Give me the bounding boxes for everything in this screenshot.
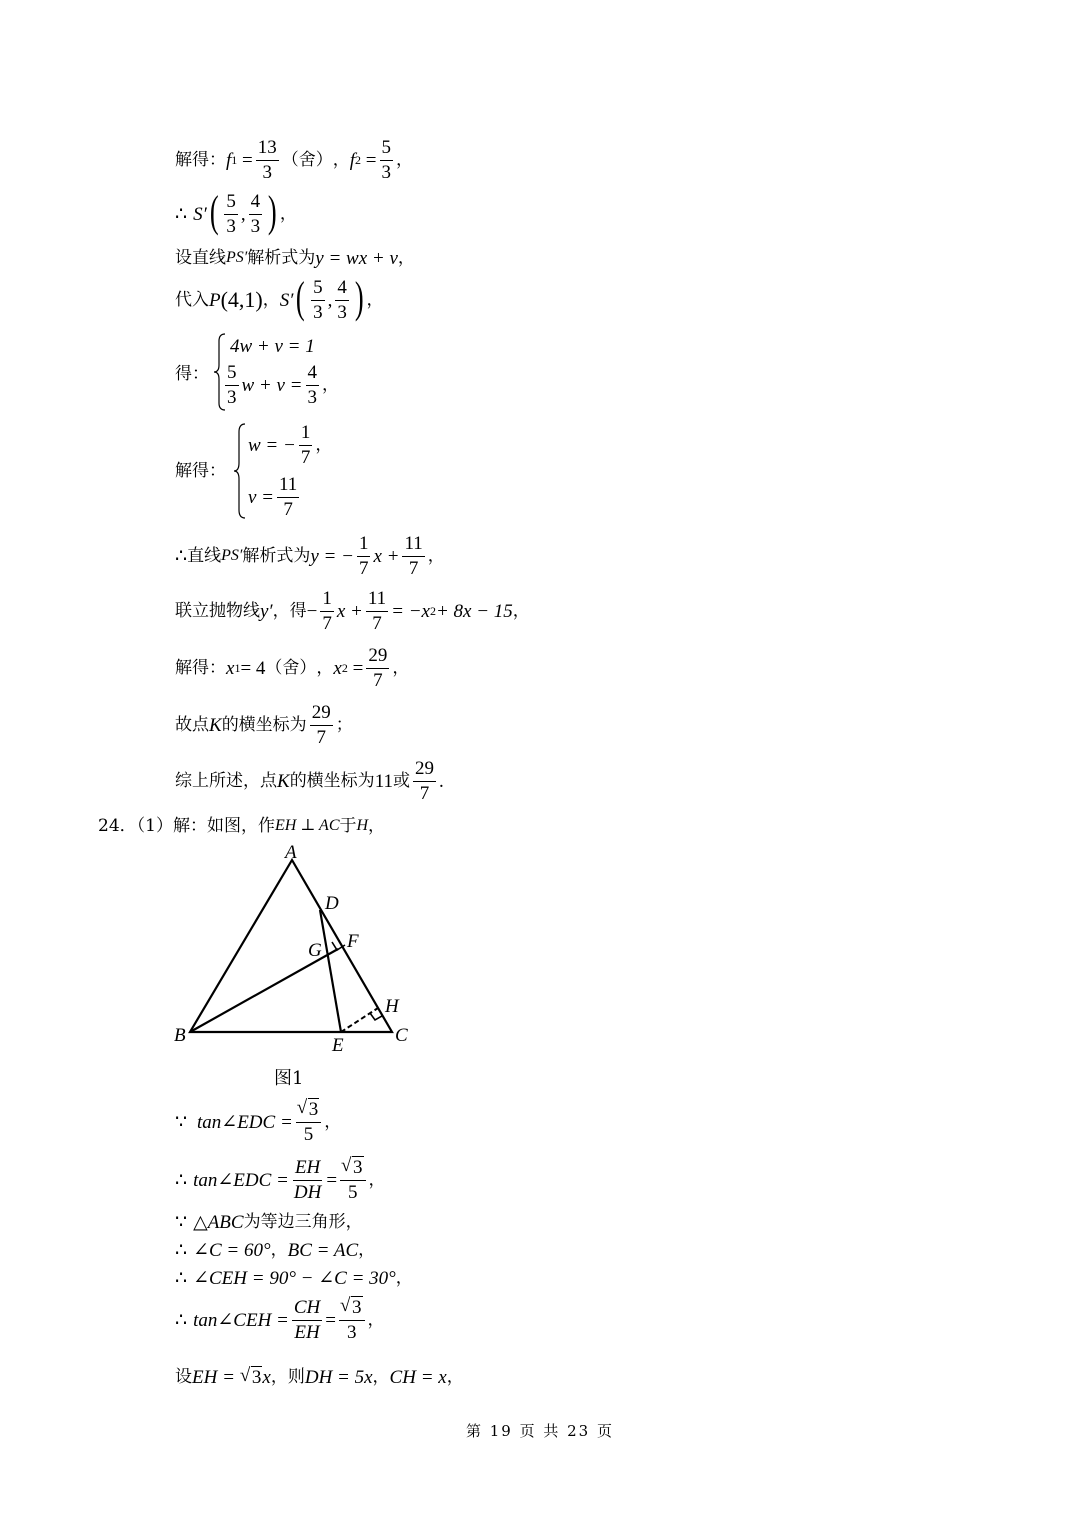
line-tan-ceh: ∴ tan∠CEH = $\frac{CH}{EH}$ = √ $\frac{3}{3}$ ， xyxy=(175,1295,385,1345)
line-s-prime: ∴ S′ ( $\frac{5}{3}$ , $\frac{4}{3}$ ) ， xyxy=(175,187,297,237)
f1-subscript: 1 xyxy=(231,153,238,167)
line-tan-edc-expr: tan∠EDC = √ $\frac{3}{5}$ ， xyxy=(197,1097,341,1147)
system-2-eq2: v = $\frac{11}{7}$ xyxy=(248,473,298,520)
segment-eh-dashed xyxy=(341,1008,378,1032)
line-substitute: 代入 P (4,1) ， S′ ( $\frac{5}{3}$ , $\frac{4}{3}$ ) ， xyxy=(175,273,384,323)
label-e: E xyxy=(332,1035,344,1056)
system-2-label: 解得： xyxy=(175,460,226,481)
f2-fraction: $\frac{5}{3}$ xyxy=(381,136,391,183)
line-equilateral: ∵ △ABC 为等边三角形， xyxy=(175,1211,363,1233)
label-f: F xyxy=(347,931,359,952)
system-1-label: 得： xyxy=(175,363,209,384)
line-k-x: 故点 K 的横坐标为 $\frac{29}{7}$ ； xyxy=(175,701,353,748)
line-solve-x: 解得： x 1 = 4 （舍） ， x 2 = $\frac{29}{7}$ ， xyxy=(175,644,410,691)
discard-note: （舍） xyxy=(281,149,333,170)
figure-caption: 图1 xyxy=(274,1068,304,1089)
question-24-heading: 24．（1）解：如图，作 EH ⊥ AC 于 H ， xyxy=(98,815,386,836)
label-d: D xyxy=(325,893,339,914)
right-angle-h xyxy=(370,1013,382,1020)
line-solve-f: 解得： f 1 = $\frac{13}{3}$ （舍） ， f 2 = $\frac{5}{3}$ ， xyxy=(175,136,413,183)
line-tan-edc-2: ∴ tan∠EDC = $\frac{EH}{DH}$ = √ $\frac{3}{5}$ ， xyxy=(175,1155,386,1205)
line-set-line: 设直线 PS′ 解析式为 y = wx + v ， xyxy=(175,247,415,269)
system-2-brace xyxy=(233,423,247,519)
label-h: H xyxy=(385,996,399,1017)
line-let: 设 EH = √ 3 x ，则 DH = 5x ， CH = x ， xyxy=(175,1364,464,1390)
f1-symbol: f xyxy=(226,149,232,171)
solve-label: 解得： xyxy=(175,149,226,170)
s-prime-symbol: S′ xyxy=(193,203,207,225)
page-footer: 第 19 页 共 23 页 xyxy=(465,1422,614,1440)
line-angle-ceh: ∴ ∠CEH = 90° − ∠C = 30° ， xyxy=(175,1267,413,1289)
line-result: ∴ 直线 PS′ 解析式为 y = − $\frac{1}{7}$ x + $\frac{11}{7}$ ， xyxy=(175,532,445,579)
triangle-figure xyxy=(160,838,430,1058)
label-a: A xyxy=(285,842,297,863)
line-summary: 综上所述，点 K 的横坐标为 11 或 $\frac{29}{7}$ . xyxy=(175,757,444,804)
system-1-eq2: $\frac{5}{3}$ w + v = $\frac{4}{3}$ ， xyxy=(227,361,339,408)
label-c: C xyxy=(395,1025,408,1046)
label-g: G xyxy=(308,940,322,961)
triangle-abc xyxy=(190,860,392,1032)
label-b: B xyxy=(174,1025,186,1046)
line-angle-c: ∴ ∠C = 60° ， BC = AC ， xyxy=(175,1239,376,1261)
f1-fraction: $\frac{13}{3}$ xyxy=(257,136,277,183)
system-2-eq1: w = − $\frac{1}{7}$ ， xyxy=(248,421,333,468)
line-tan-edc: ∵ xyxy=(175,1111,188,1133)
system-1-eq1: 4w + v = 1 xyxy=(230,335,315,357)
line-joint: 联立抛物线 y′ ，得 − $\frac{1}{7}$ x + $\frac{11}{7}$ = −x 2 + 8x − 15 ， xyxy=(175,587,530,634)
line-equation: y = wx + v xyxy=(315,247,398,269)
